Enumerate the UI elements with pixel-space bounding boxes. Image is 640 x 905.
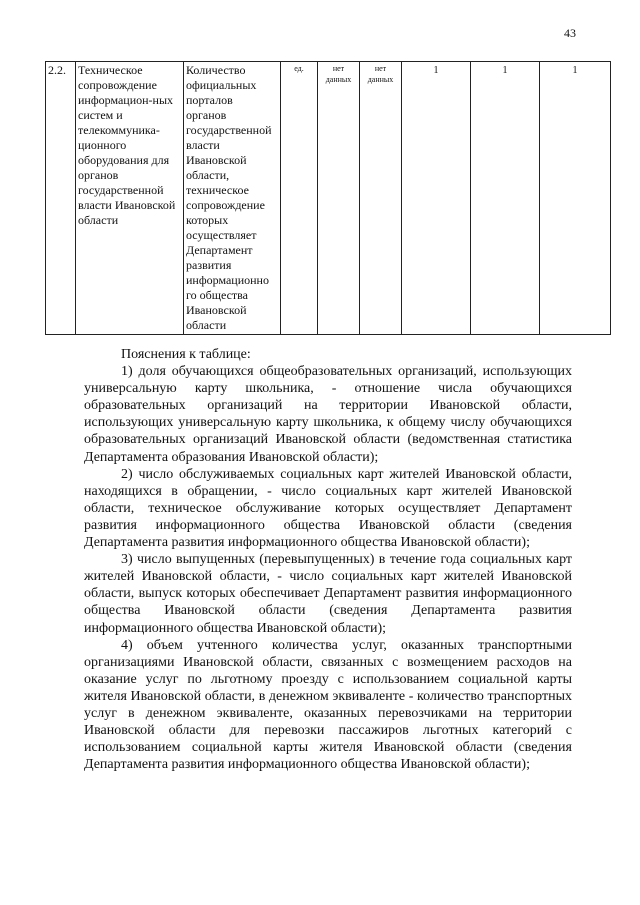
row-name: Техническое сопровождение информацион-ных систем и телекоммуника-ционного оборудования для органов государственной власти Ивановской области	[76, 62, 184, 335]
indicator-line: Департамент	[186, 243, 253, 257]
indicator-line: власти	[186, 138, 220, 152]
indicator-line: Количество	[186, 63, 246, 77]
indicator-line: государственной	[186, 123, 272, 137]
indicator-table	[45, 61, 611, 335]
indicator-line: Ивановской	[186, 303, 247, 317]
row-number: 2.2.	[46, 62, 76, 335]
notes-heading: Пояснения к таблице:	[121, 347, 251, 362]
row-unit: ед.	[281, 62, 318, 335]
row-col7: 1	[402, 62, 471, 335]
indicator-line: Ивановской	[186, 153, 247, 167]
note-item: 4) объем учтенного количества услуг, оказанных транспортными организациями Ивановской области, связанных с возмещением расходов на оказание услуг по льготному проезду с использованием социальной карты жителя Ивановской области, в денежном эквиваленте - количество транспортных услуг в денежном эквиваленте, оказанных перевозчиками на территории Ивановской области для перевозки пассажиров льготных категорий с использованием социальной карты жителя Ивановской области (сведения Департамента развития информационного общества Ивановской области);	[84, 637, 572, 773]
row-col8: 1	[471, 62, 540, 335]
row-col6: нет данных	[360, 62, 402, 335]
table-row	[46, 62, 611, 335]
indicator-line: органов	[186, 108, 227, 122]
indicator-line: техническое	[186, 183, 249, 197]
indicator-tail	[186, 303, 278, 333]
note-item: 2) число обслуживаемых социальных карт жителей Ивановской области, находящихся в обращении, - число социальных карт жителей Ивановской области, техническое обслуживание которых осуществляет Департамент развития информационного общества Ивановской области (сведения Департамента развития информационного общества Ивановской области);	[84, 466, 572, 551]
row-col5: нет данных	[318, 62, 360, 335]
page-number: 43	[564, 26, 576, 40]
indicator-line: осуществляет	[186, 228, 257, 242]
indicator-line: сопровождение	[186, 198, 265, 212]
indicator-line: официальных	[186, 78, 257, 92]
row-indicator	[184, 62, 281, 335]
indicator-line: информационно	[186, 273, 269, 287]
indicator-justified-line: го общества	[186, 288, 248, 302]
table-notes	[84, 346, 572, 773]
indicator-line: развития	[186, 258, 232, 272]
indicator-line: порталов	[186, 93, 233, 107]
note-item: 1) доля обучающихся общеобразовательных организаций, использующих универсальную карту школьника, - отношение числа обучающихся образовательных организаций на территории Ивановской области, использующих универсальную карту школьника, к общему числу обучающихся образовательных организаций Ивановской области (ведомственная статистика Департамента образования Ивановской области);	[84, 364, 572, 465]
note-item: 3) число выпущенных (перевыпущенных) в течение года социальных карт жителей Ивановской области, - число социальных карт жителей Ивановской области, выпуск которых обеспечивает Департамент развития информационного общества Ивановской области (сведения Департамента развития информационного общества Ивановской области);	[84, 552, 572, 636]
row-col9: 1	[540, 62, 611, 335]
indicator-lines	[186, 63, 278, 288]
indicator-line: области	[186, 318, 227, 332]
indicator-line: которых	[186, 213, 229, 227]
indicator-line: области,	[186, 168, 230, 182]
